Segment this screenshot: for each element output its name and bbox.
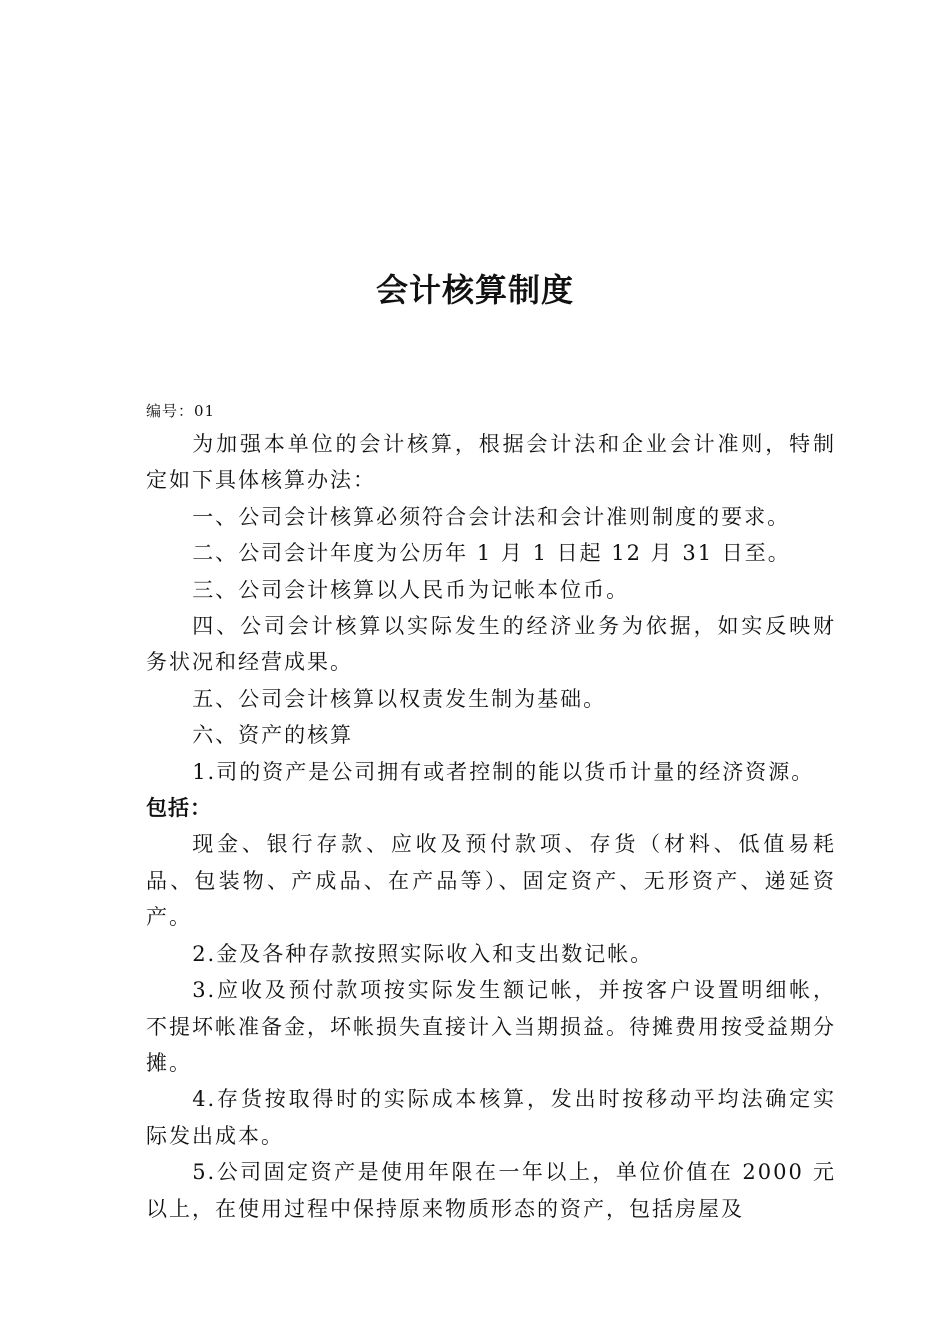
paragraph: 三、公司会计核算以人民币为记帐本位币。	[192, 577, 630, 602]
paragraph: 现金、银行存款、应收及预付款项、存货（材料、低值易耗品、包装物、产成品、在产品等）、固定资产、无形资产、递延资产。	[146, 832, 836, 930]
paragraph: 为加强本单位的会计核算，根据会计法和企业会计准则，特制定如下具体核算办法：	[146, 432, 836, 493]
paragraph: 5.公司固定资产是使用年限在一年以上，单位价值在 2000 元以上，在使用过程中保持原来物质形态的资产，包括房屋及	[146, 1160, 836, 1221]
document-number: 编号：01	[146, 402, 216, 420]
paragraph: 4.存货按取得时的实际成本核算，发出时按移动平均法确定实际发出成本。	[146, 1087, 836, 1148]
document-title: 会计核算制度	[375, 271, 574, 309]
paragraph: 五、公司会计核算以权责发生制为基础。	[192, 686, 607, 711]
paragraph: 2.金及各种存款按照实际收入和支出数记帐。	[192, 941, 654, 966]
paragraph: 1.司的资产是公司拥有或者控制的能以货币计量的经济资源。	[192, 759, 815, 784]
paragraph: 一、公司会计核算必须符合会计法和会计准则制度的要求。	[192, 504, 791, 529]
paragraph: 六、资产的核算	[192, 723, 354, 748]
paragraph: 四、公司会计核算以实际发生的经济业务为依据，如实反映财务状况和经营成果。	[146, 614, 836, 675]
paragraph: 二、公司会计年度为公历年 1 月 1 日起 12 月 31 日至。	[192, 541, 791, 566]
paragraph: 3.应收及预付款项按实际发生额记帐，并按客户设置明细帐，不提坏帐准备金，坏帐损失直接计入当期损益。待摊费用按受益期分摊。	[146, 978, 836, 1075]
document-body	[146, 426, 836, 1227]
paragraph-label: 包括：	[146, 796, 212, 821]
